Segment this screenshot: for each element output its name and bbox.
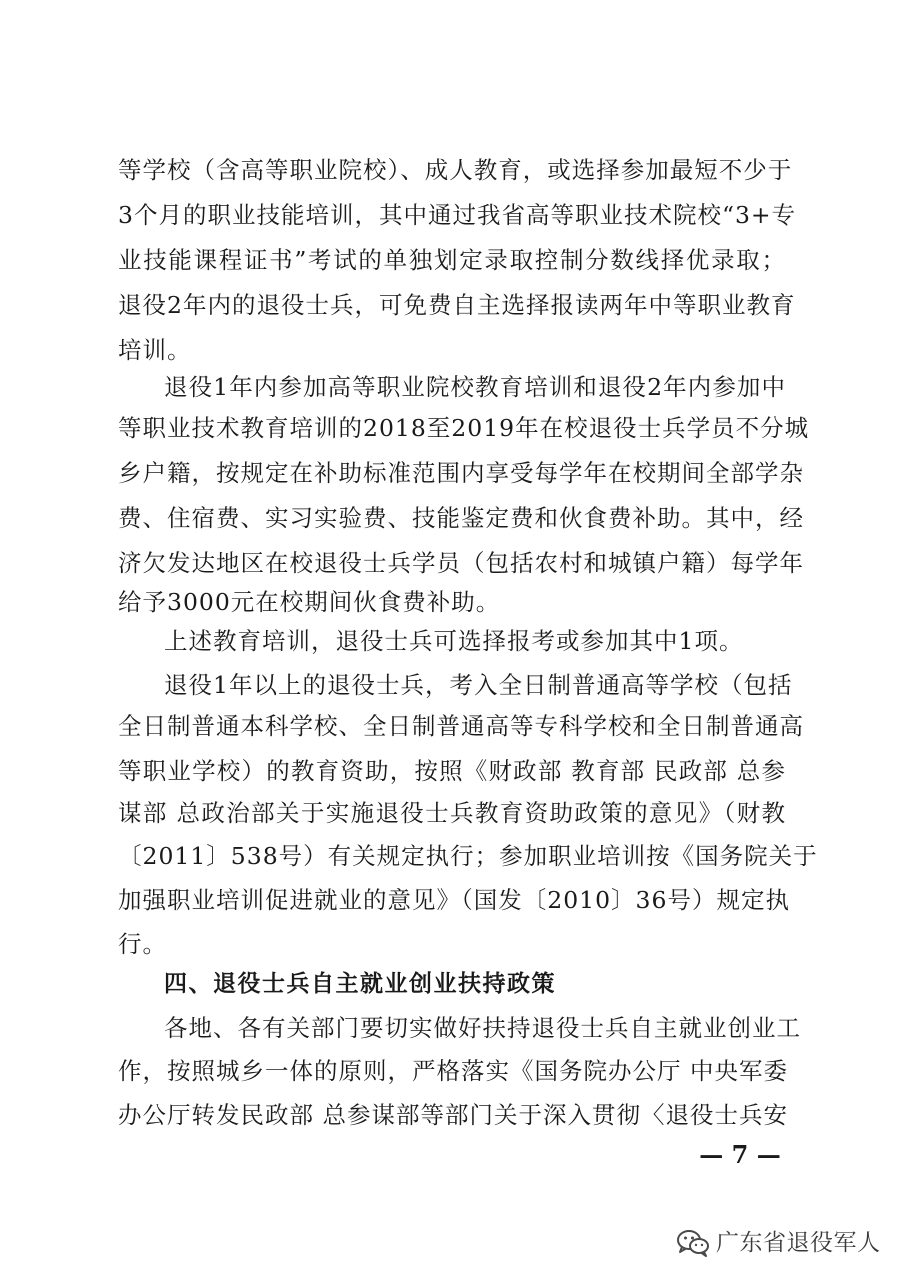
body-text-line: 退役2年内的退役士兵，可免费自主选择报读两年中等职业教育 [118, 291, 796, 319]
page-number: — 7 — [699, 1140, 781, 1169]
body-text-line: 培训。 [118, 336, 192, 364]
body-text-line: 办公厅转发民政部 总参谋部等部门关于深入贯彻〈退役士兵安 [118, 1101, 788, 1129]
body-text-line: 给予3000元在校期间伙食费补助。 [118, 588, 501, 616]
body-text-line: 上述教育培训，退役士兵可选择报考或参加其中1项。 [164, 627, 744, 655]
body-text-line: 全日制普通本科学校、全日制普通高等专科学校和全日制普通高 [118, 712, 804, 740]
body-text-line: 等学校（含高等职业院校）、成人教育，或选择参加最短不少于 [118, 156, 793, 184]
body-text-line: 费、住宿费、实习实验费、技能鉴定费和伙食费补助。其中，经 [118, 504, 804, 532]
body-text-line: 等职业技术教育培训的2018至2019年在校退役士兵学员不分城 [118, 414, 810, 442]
body-text-line: 作，按照城乡一体的原则，严格落实《国务院办公厅 中央军委 [118, 1057, 788, 1085]
body-text-line: 〔2011〕538号）有关规定执行；参加职业培训按《国务院关于 [118, 842, 818, 870]
body-text-line: 加强职业培训促进就业的意见》（国发〔2010〕36号）规定执 [118, 886, 790, 914]
body-text-line: 3个月的职业技能培训，其中通过我省高等职业技术院校“3+专 [118, 201, 797, 229]
body-text-line: 济欠发达地区在校退役士兵学员（包括农村和城镇户籍）每学年 [118, 549, 804, 577]
account-watermark [676, 1226, 881, 1260]
body-text-line: 等职业学校）的教育资助，按照《财政部 教育部 民政部 总参 [118, 757, 786, 785]
account-name: 广东省退役军人 [716, 1230, 881, 1256]
body-text-line: 乡户籍，按规定在补助标准范围内享受每学年在校期间全部学杂 [118, 459, 804, 487]
body-text-line: 行。 [118, 930, 167, 958]
body-text-line: 退役1年以上的退役士兵，考入全日制普通高等学校（包括 [164, 671, 793, 699]
body-text-line: 各地、各有关部门要切实做好扶持退役士兵自主就业创业工 [164, 1014, 801, 1042]
wechat-icon [676, 1229, 710, 1257]
body-text-line: 谋部 总政治部关于实施退役士兵教育资助政策的意见》（财教 [118, 799, 786, 827]
section-heading: 四、退役士兵自主就业创业扶持政策 [164, 971, 556, 997]
body-text-line: 退役1年内参加高等职业院校教育培训和退役2年内参加中 [164, 373, 786, 401]
body-text-line: 业技能课程证书”考试的单独划定录取控制分数线择优录取； [118, 246, 786, 274]
